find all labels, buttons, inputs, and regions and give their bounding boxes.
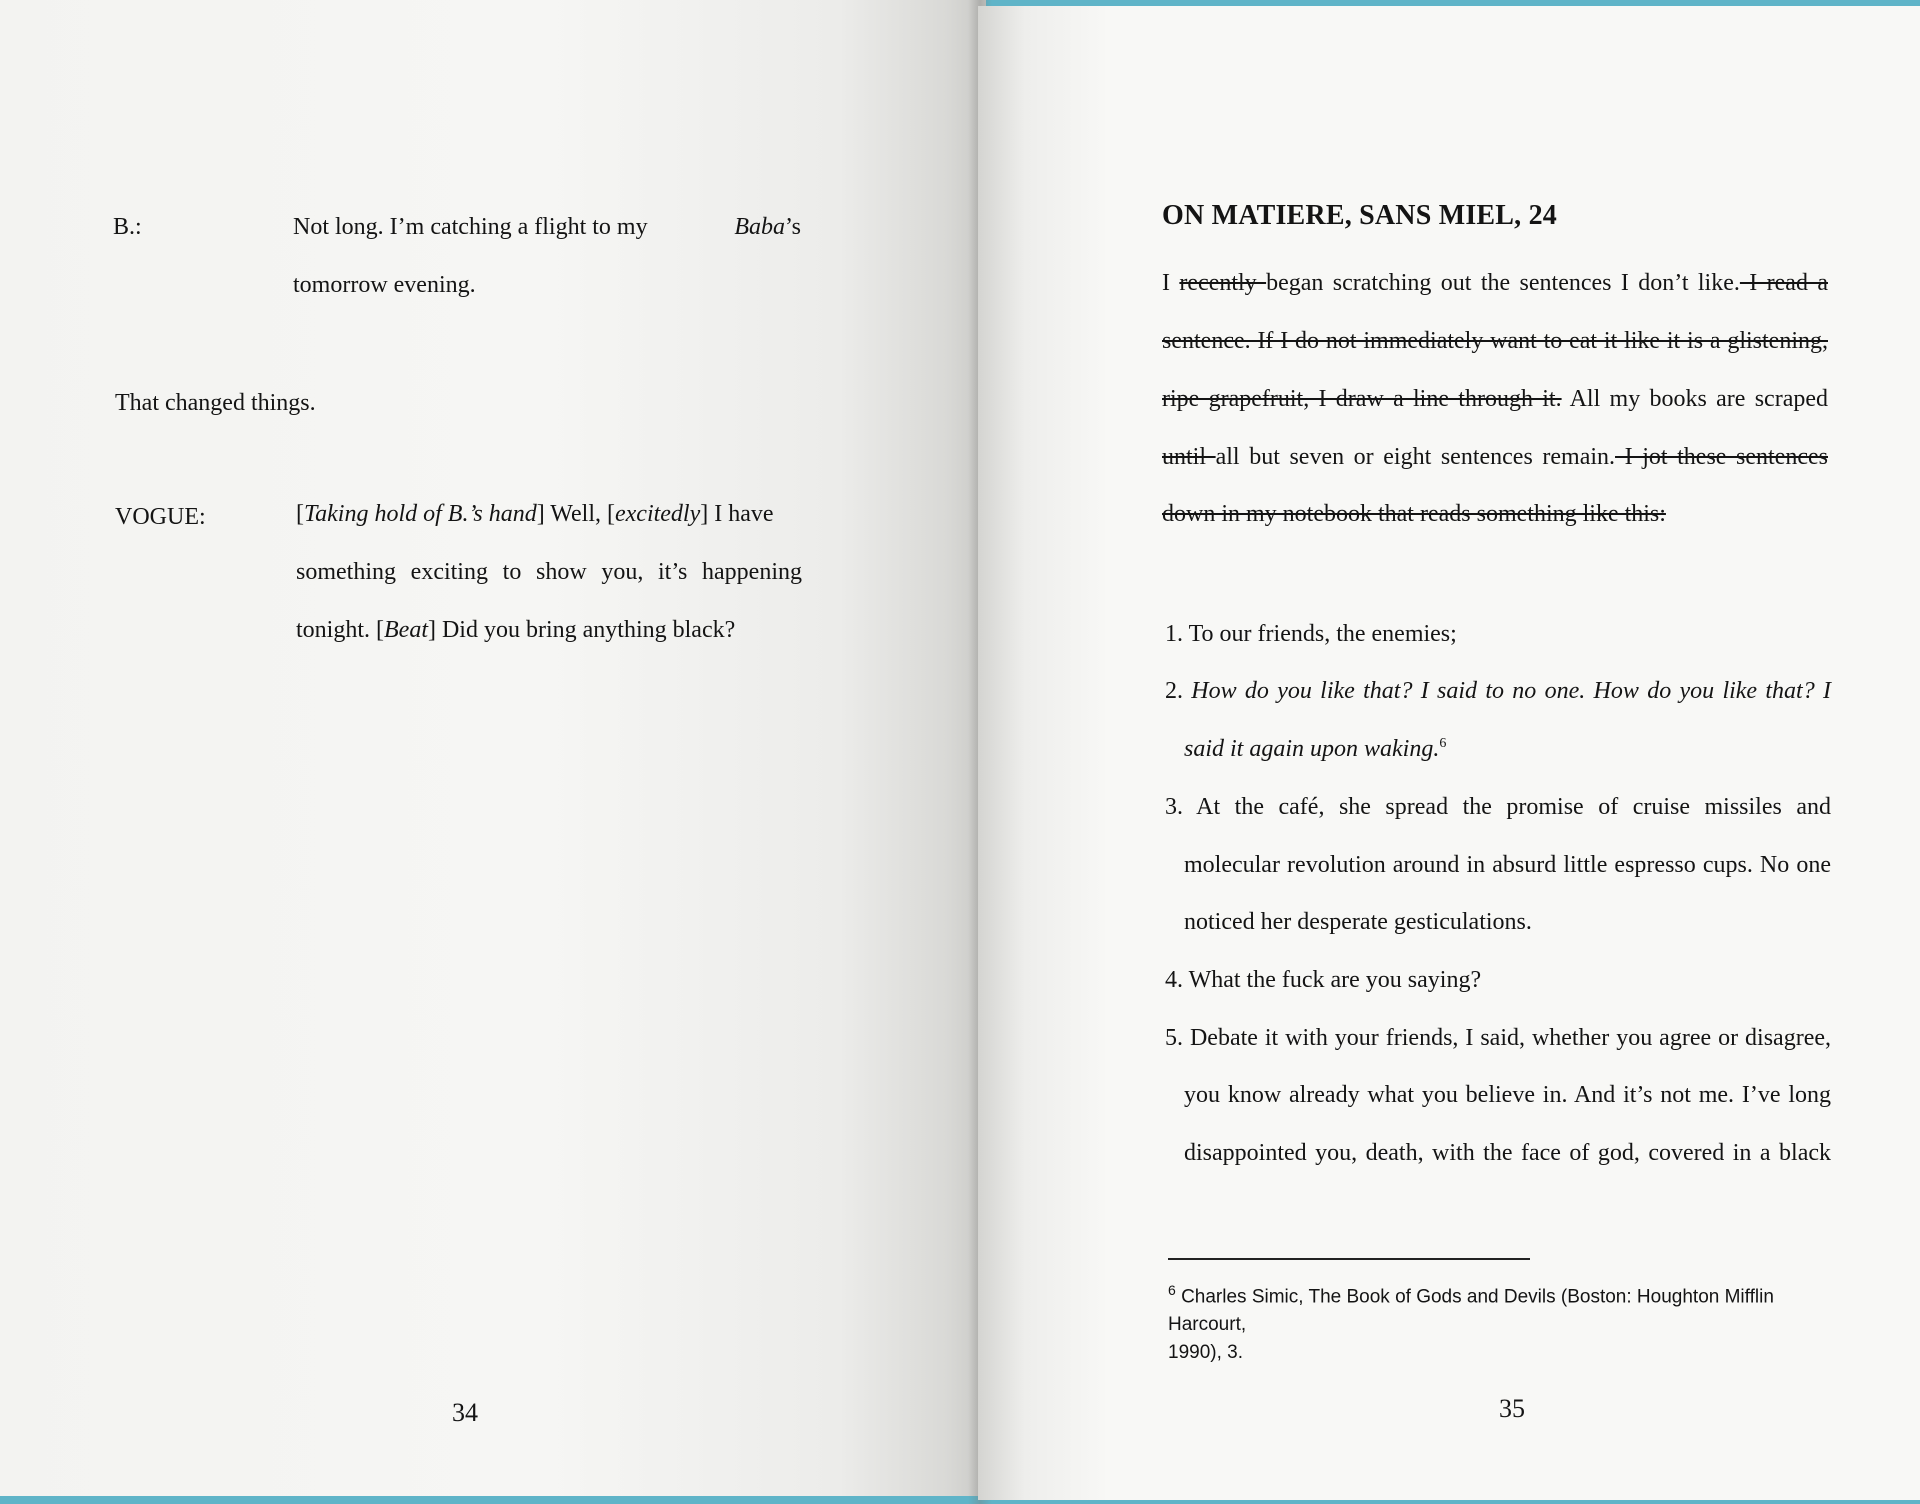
right-page xyxy=(978,6,1920,1500)
page-number-right: 35 xyxy=(1499,1394,1525,1423)
list-item: 5. Debate it with your friends, I said, whether you agree or disagree, xyxy=(1165,1025,1831,1051)
list-item-continuation: disappointed you, death, with the face of god, covered in a black xyxy=(1184,1140,1831,1166)
paragraph-line: until all but seven or eight sentences remain. I jot these sentences xyxy=(1162,444,1828,470)
list-item: 4. What the fuck are you saying? xyxy=(1165,967,1482,993)
dialogue-text: ’s xyxy=(784,214,801,240)
list-item-continuation: noticed her desperate gesticulations. xyxy=(1184,909,1532,935)
speaker-label-b: B.: xyxy=(113,214,142,240)
footnote-line: $^6$ Charles Simic, The Book of Gods and Devils (Boston: Houghton Mifflin Harcourt, xyxy=(1168,1282,1774,1336)
dialogue-text: Not long. I’m catching a flight to my xyxy=(293,214,648,240)
paragraph-line: sentence. If I do not immediately want to eat it like it is a glistening, xyxy=(1162,328,1828,354)
list-item: 2. How do you like that? I said to no one. How do you like that? I xyxy=(1165,678,1831,704)
page-number-left: 34 xyxy=(452,1398,478,1427)
list-item-continuation: said it again upon waking.$^6$ xyxy=(1184,736,1447,762)
speaker-label-vogue: VOGUE: xyxy=(115,504,206,530)
narration-line: That changed things. xyxy=(115,390,316,416)
dialogue-italic: Baba xyxy=(734,214,785,240)
dialogue-line: tonight. [Beat] Did you bring anything black? xyxy=(296,617,736,643)
paragraph-line: I recently began scratching out the sentences I don’t like. I read a xyxy=(1162,270,1828,296)
paragraph-line: ripe grapefruit, I draw a line through it. All my books are scraped xyxy=(1162,386,1828,412)
chapter-heading: ON MATIERE, SANS MIEL, 24 xyxy=(1162,200,1557,231)
list-item: 3. At the café, she spread the promise of cruise missiles and xyxy=(1165,794,1831,820)
list-item-continuation: you know already what you believe in. And it’s not me. I’ve long xyxy=(1184,1082,1831,1108)
paragraph-line: down in my notebook that reads something like this: xyxy=(1162,501,1666,527)
show-through-decoration xyxy=(80,172,87,200)
list-item: 1. To our friends, the enemies; xyxy=(1165,621,1457,647)
dialogue-line: tomorrow evening. xyxy=(293,272,476,298)
footnote xyxy=(1168,1276,1838,1367)
dialogue-line: something exciting to show you, it’s happening xyxy=(296,559,802,585)
dialogue-line xyxy=(296,501,802,528)
dialogue-line-end xyxy=(293,214,801,241)
footnote-line: 1990), 3. xyxy=(1168,1342,1243,1364)
footnote-rule xyxy=(1168,1258,1530,1260)
dialogue-text-segment: [Taking hold of B.’s hand] Well, [excitedly] I have xyxy=(296,501,774,527)
list-item-continuation: molecular revolution around in absurd little espresso cups. No one xyxy=(1184,852,1831,878)
